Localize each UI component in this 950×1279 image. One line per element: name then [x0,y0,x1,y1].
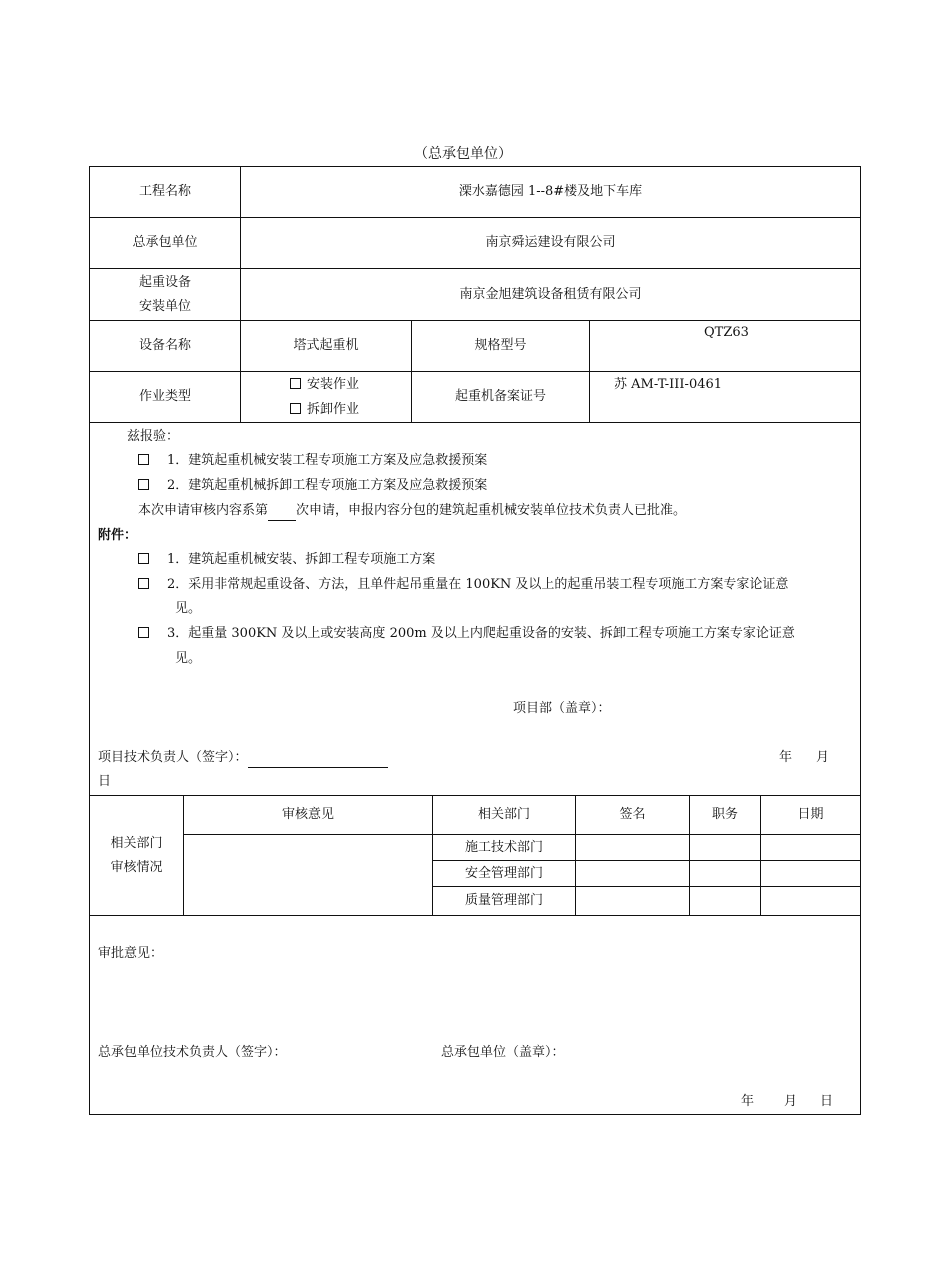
model-value: QTZ63 [704,325,749,340]
sign-field-safety[interactable] [576,861,689,886]
review-section-label-line1: 相关部门 [110,835,163,851]
dept-tech: 施工技术部门 [464,839,543,855]
attachment-item-3[interactable] [138,624,795,644]
attachments-label: 附件： [98,528,138,543]
submission-item-2[interactable] [138,476,487,496]
col-header-sign: 签名 [619,807,646,822]
approval-date-month: 月 [784,1094,798,1109]
attach1-checkbox[interactable] [138,553,149,564]
contractor-value: 南京舜运建设有限公司 [485,235,616,250]
install-option-label: 安装作业 [307,377,360,392]
project-stamp-label: 项目部（盖章）： [513,701,611,716]
equipment-name-label: 设备名称 [138,338,191,353]
statement-part-a: 本次申请审核内容系第 [138,503,269,518]
attachment-item-3-cont: 见。 [175,651,202,666]
attach2-checkbox[interactable] [138,578,149,589]
attach3-label: 3．起重量 300KN 及以上或安装高度 200m 及以上内爬起重设备的安装、拆卸工程专项施工方案专家论证意 [167,626,795,641]
work-type-install-option[interactable] [290,375,359,395]
tech-lead-signature-line[interactable] [248,751,388,768]
installer-label-line2: 安装单位 [138,298,191,314]
install-checkbox[interactable] [290,378,301,389]
contractor-stamp-label: 总承包单位（盖章）： [441,1045,565,1060]
attachment-item-2-cont: 见。 [175,601,202,616]
contractor-tech-lead-label: 总承包单位技术负责人（签字）： [98,1045,287,1060]
submission-statement [138,501,686,521]
submission-intro: 兹报验： [127,429,180,444]
contractor-label: 总承包单位 [132,235,198,250]
record-number-value: 苏 AM-T-III-0461 [614,377,723,392]
approval-opinion-label: 审批意见： [98,946,164,961]
attach3-checkbox[interactable] [138,627,149,638]
dept-safety: 安全管理部门 [464,865,543,881]
review-bottom [89,915,861,916]
application-count-blank[interactable] [268,504,296,521]
item2-label: 2．建筑起重机械拆卸工程专项施工方案及应急救援预案 [167,478,488,493]
tech-lead-signature [98,748,388,768]
attach1-label: 1．建筑起重机械安装、拆卸工程专项施工方案 [167,552,436,567]
approval-date-year: 年 [741,1094,755,1109]
frame-bottom [89,1114,861,1115]
review-section-label-line2: 审核情况 [110,859,163,875]
dismantle-option-label: 拆卸作业 [307,402,360,417]
col-header-date: 日期 [797,807,824,822]
item1-checkbox[interactable] [138,454,149,465]
submission-date-year: 年 [779,750,793,765]
dept-quality: 质量管理部门 [464,893,543,908]
col-header-opinion: 审核意见 [281,807,334,822]
tech-lead-label: 项目技术负责人（签字）： [98,750,248,765]
submission-item-1[interactable] [138,451,487,471]
review-opinion-field[interactable] [184,835,432,915]
submission-date-day: 日 [98,774,112,789]
dismantle-checkbox[interactable] [290,403,301,414]
col-header-dept: 相关部门 [477,807,530,822]
sign-field-tech[interactable] [576,835,689,860]
attachment-item-2[interactable] [138,575,788,595]
installer-value: 南京金旭建筑设备租赁有限公司 [459,286,642,302]
sign-field-quality[interactable] [576,887,689,915]
work-type-label: 作业类型 [138,389,191,404]
col-divider [589,320,590,423]
installer-label-line1: 起重设备 [138,274,191,290]
model-label: 规格型号 [474,338,527,353]
frame-right [860,166,861,1115]
form-caption: （总承包单位） [414,146,512,162]
item2-checkbox[interactable] [138,479,149,490]
row-divider [89,422,861,423]
submission-date-month: 月 [816,750,830,765]
project-name-value: 溧水嘉德园 1--8#楼及地下车库 [458,184,643,199]
statement-part-b: 次申请，申报内容分包的建筑起重机械安装单位技术负责人已批准。 [296,503,687,518]
review-section-label [90,796,183,915]
work-type-dismantle-option[interactable] [290,400,359,420]
col-header-position: 职务 [711,807,738,822]
installer-label [90,269,240,320]
approval-date-day: 日 [820,1094,834,1109]
project-name-label: 工程名称 [138,184,191,199]
item1-label: 1．建筑起重机械安装工程专项施工方案及应急救援预案 [167,453,488,468]
attach2-label: 2．采用非常规起重设备、方法，且单件起吊重量在 100KN 及以上的起重吊装工程专项施工方案专家论证意 [167,577,789,592]
attachment-item-1[interactable] [138,550,435,570]
record-number-label: 起重机备案证号 [454,389,546,404]
equipment-name-value: 塔式起重机 [293,338,359,353]
